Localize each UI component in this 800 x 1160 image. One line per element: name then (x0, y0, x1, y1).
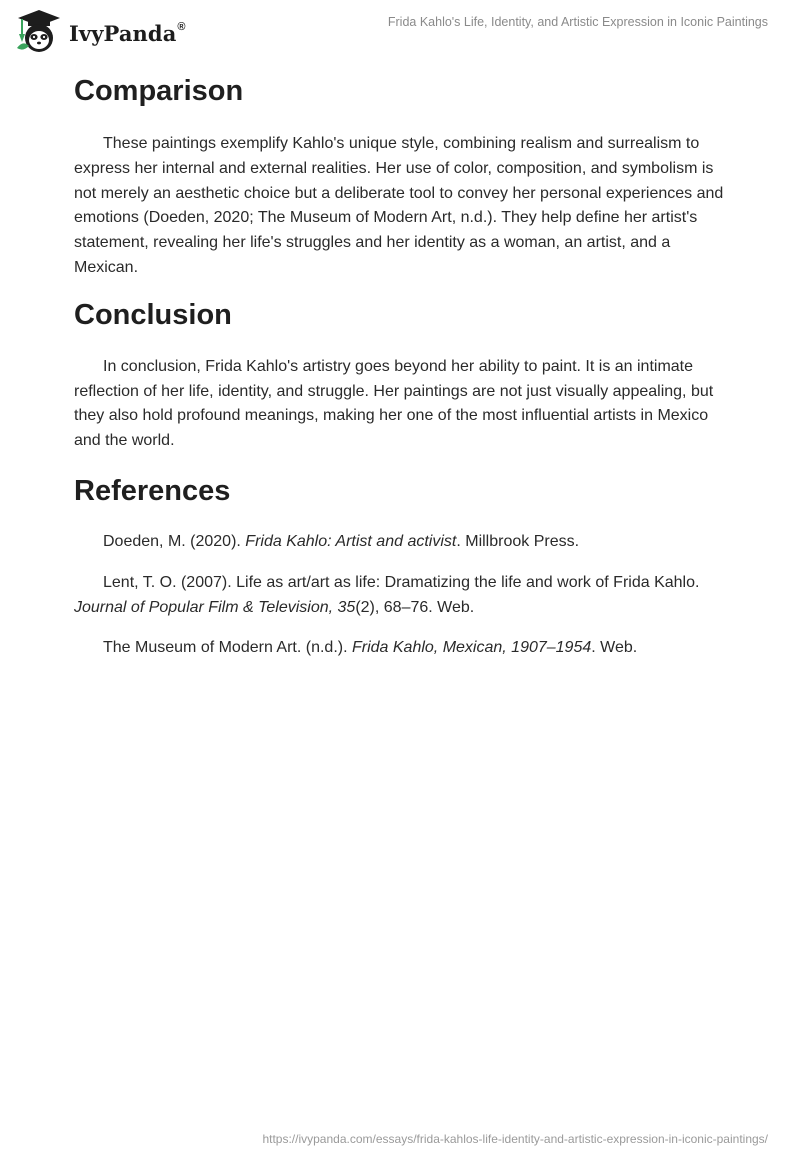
source-url[interactable]: https://ivypanda.com/essays/frida-kahlos-life-identity-and-artistic-expression-in-iconic-paintings/ (262, 1132, 768, 1146)
references-heading: References (74, 474, 231, 507)
page-header (0, 0, 800, 60)
reference-item: The Museum of Modern Art. (n.d.). Frida Kahlo, Mexican, 1907–1954. Web. (103, 639, 638, 657)
conclusion-heading: Conclusion (74, 298, 232, 331)
comparison-paragraph: These paintings exemplify Kahlo's unique style, combining realism and surrealism to express her internal and external realities. Her use of color, composition, and symbolism is not merely an aesthetic choice but a deliberate tool to convey her personal experiences and emotions (Doeden, 2020; The Museum of Modern Art, n.d.). They help define her artist's statement, revealing her life's struggles and her identity as a woman, an artist, and a Mexican. (74, 135, 724, 276)
reference-item: Doeden, M. (2020). Frida Kahlo: Artist and activist. Millbrook Press. (103, 532, 580, 550)
conclusion-paragraph: In conclusion, Frida Kahlo's artistry goes beyond her ability to paint. It is an intimate reflection of her life, identity, and struggle. Her paintings are not just visually appealing, but they also hold profound meanings, making her one of the most influential artists in Mexico and the world. (74, 357, 714, 450)
logo-wordmark: IvyPanda® (69, 20, 186, 46)
ivypanda-logo[interactable] (14, 8, 186, 54)
panda-graduate-icon (14, 8, 64, 54)
document-title: Frida Kahlo's Life, Identity, and Artistic Expression in Iconic Paintings (387, 15, 768, 29)
essay-content (74, 70, 730, 661)
comparison-heading: Comparison (74, 75, 244, 107)
reference-item: Lent, T. O. (2007). Life as art/art as life: Dramatizing the life and work of Frida Kahlo. Journal of Popular Film & Television, 35(2), 68–76. Web. (74, 573, 700, 616)
